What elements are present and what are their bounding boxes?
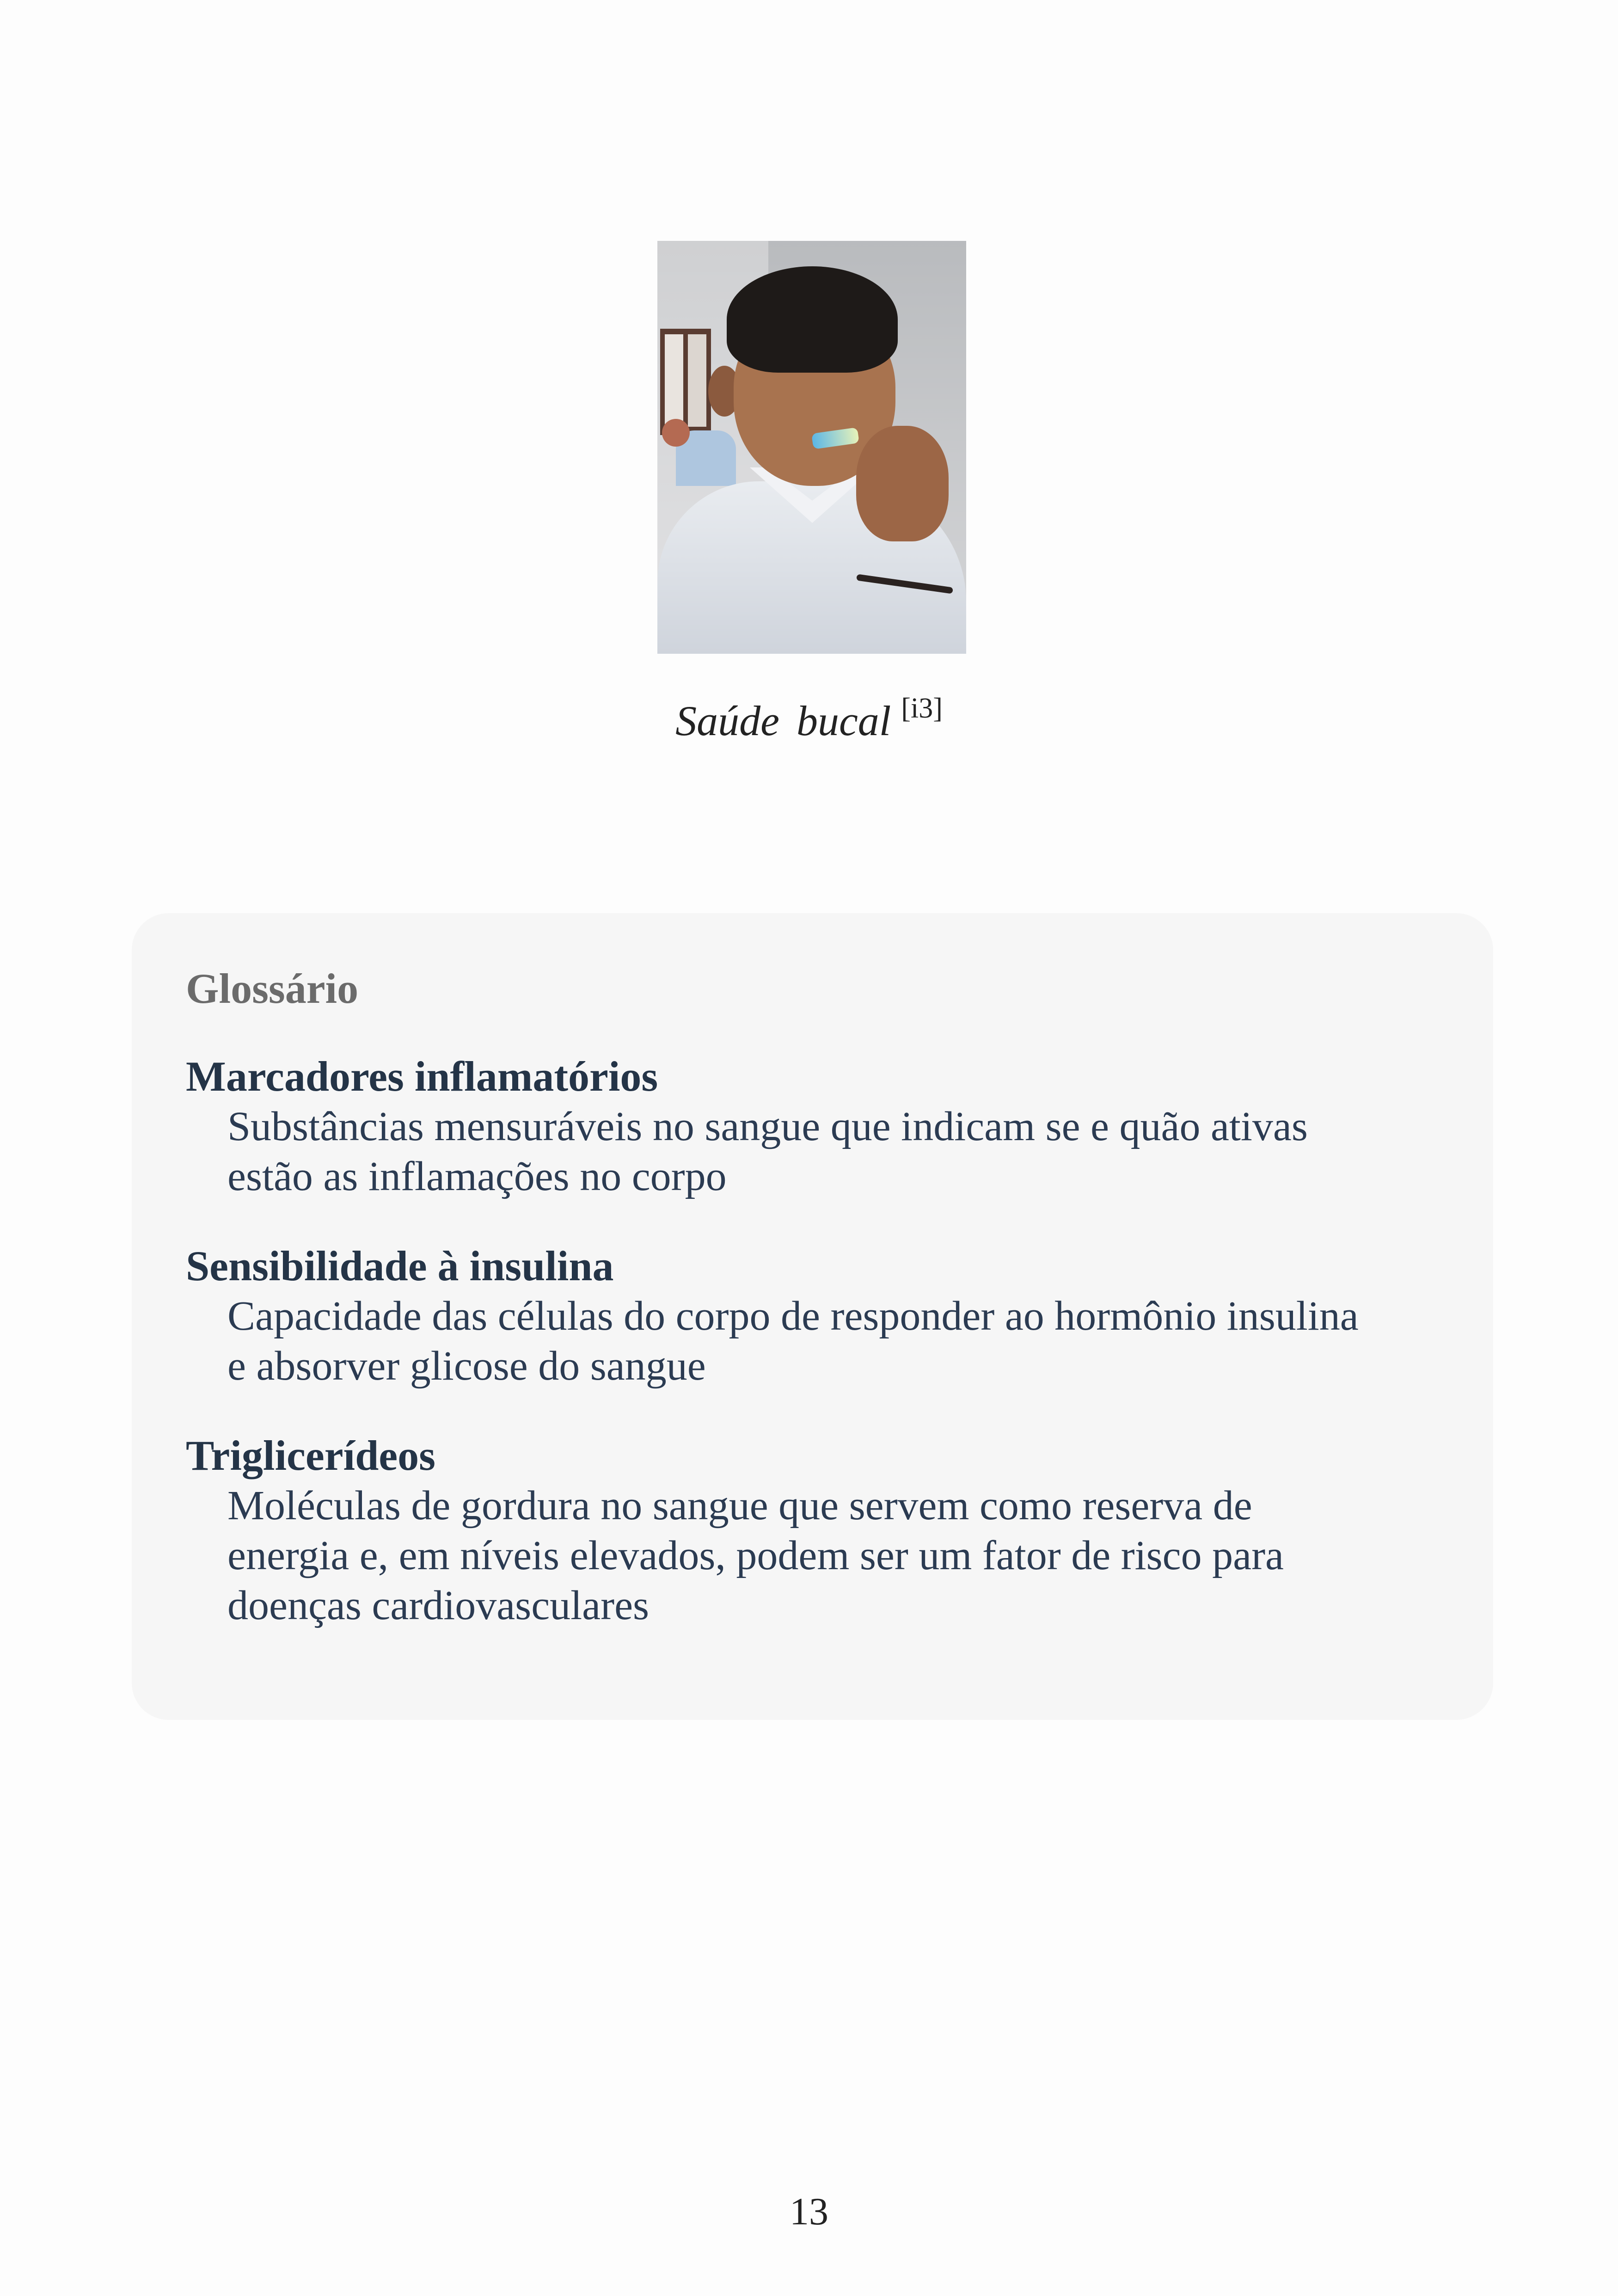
figure-caption xyxy=(0,691,1618,746)
definition-line: Moléculas de gordura no sangue que servem como reserva de xyxy=(227,1483,1252,1529)
photo-window xyxy=(660,329,711,435)
photo-oral-health xyxy=(657,241,966,654)
glossary-definition xyxy=(227,1481,1284,1631)
definition-line: energia e, em níveis elevados, podem ser um fator de risco para xyxy=(227,1533,1284,1578)
glossary-definition xyxy=(227,1291,1359,1391)
glossary-term: Triglicerídeos xyxy=(186,1432,435,1479)
glossary-definition xyxy=(227,1102,1308,1202)
definition-line: e absorver glicose do sangue xyxy=(227,1343,706,1389)
definition-line: Capacidade das células do corpo de responder ao hormônio insulina xyxy=(227,1293,1359,1339)
photo-background-person-head xyxy=(662,419,690,447)
definition-line: Substâncias mensuráveis no sangue que indicam se e quão ativas xyxy=(227,1104,1308,1149)
photo-hair xyxy=(727,266,898,373)
definition-line: estão as inflamações no corpo xyxy=(227,1154,727,1199)
glossary-title: Glossário xyxy=(186,965,359,1012)
page-number: 13 xyxy=(790,2190,828,2233)
definition-line: doenças cardiovasculares xyxy=(227,1583,650,1628)
caption-text: Saúde bucal xyxy=(675,697,891,744)
glossary-term: Marcadores inflamatórios xyxy=(186,1053,658,1100)
caption-reference: [i3] xyxy=(901,693,943,724)
glossary-term: Sensibilidade à insulina xyxy=(186,1242,614,1289)
photo-hand xyxy=(856,426,949,541)
